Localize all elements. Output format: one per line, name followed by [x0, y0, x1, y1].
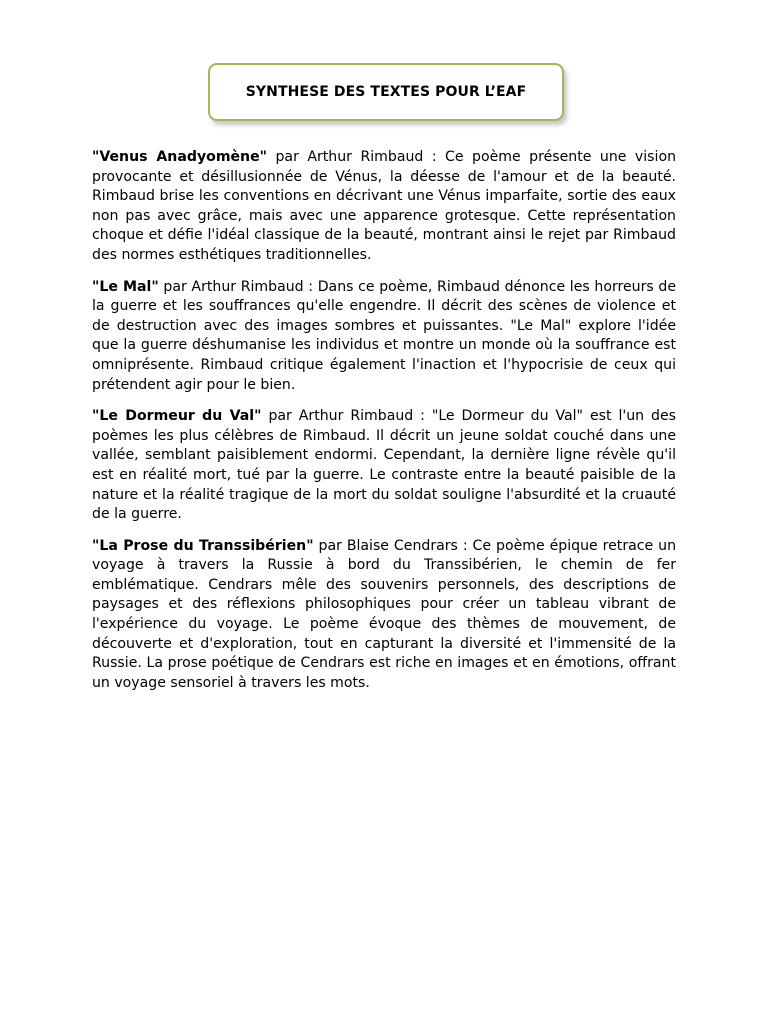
document-body	[92, 148, 676, 705]
paragraph-text: par Arthur Rimbaud : Dans ce poème, Rimbaud dénonce les horreurs de la guerre et les souffrances qu'elle engendre. Il décrit des scènes de violence et de destruction avec des images sombres et puissantes. "Le Mal" explore l'idée que la guerre déshumanise les individus et montre un monde où la souffrance est omniprésente. Rimbaud critique également l'inaction et l'hypocrisie de ceux qui prétendent agir pour le bien.	[92, 278, 677, 393]
paragraph-prose-du-transsiberien	[92, 537, 676, 694]
document-title: SYNTHESE DES TEXTES POUR L’EAF	[245, 84, 527, 100]
paragraph-le-mal	[92, 278, 676, 396]
paragraph-text: par Arthur Rimbaud : "Le Dormeur du Val" est l'un des poèmes les plus célèbres de Rimbaud. Il décrit un jeune soldat couché dans une vallée, semblant paisiblement endormi. Cependant, la dernière ligne révèle qu'il est en réalité mort, tué par la guerre. Le contraste entre la beauté paisible de la nature et la réalité tragique de la mort du soldat souligne l'absurdité et la cruauté de la guerre.	[92, 408, 677, 523]
paragraph-venus-anadyomene	[92, 148, 676, 266]
paragraph-text: par Arthur Rimbaud : Ce poème présente une vision provocante et désillusionnée de Vénus, la déesse de l'amour et de la beauté. Rimbaud brise les conventions en décrivant une Vénus imparfaite, sortie des eaux non pas avec grâce, mais avec une apparence grotesque. Cette représentation choque et défie l'idéal classique de la beauté, montrant ainsi le rejet par Rimbaud des normes esthétiques traditionnelles.	[92, 149, 676, 263]
work-title: "Venus Anadyomène"	[92, 149, 267, 165]
paragraph-text: par Blaise Cendrars : Ce poème épique retrace un voyage à travers la Russie à bord du Transsibérien, le chemin de fer emblématique. Cendrars mêle des souvenirs personnels, des descriptions de paysages et des réflexions philosophiques pour créer un tableau vibrant de l'expérience du voyage. Le poème évoque des thèmes de mouvement, de découverte et d'exploration, tout en capturant la diversité et l'immensité de la Russie. La prose poétique de Cendrars est riche en images et en émotions, offrant un voyage sensoriel à travers les mots.	[92, 537, 676, 691]
work-title: "Le Dormeur du Val"	[92, 408, 262, 425]
work-title: "Le Mal"	[92, 278, 159, 295]
work-title: "La Prose du Transsibérien"	[92, 537, 314, 554]
paragraph-le-dormeur-du-val	[92, 407, 676, 525]
title-box	[208, 63, 564, 121]
